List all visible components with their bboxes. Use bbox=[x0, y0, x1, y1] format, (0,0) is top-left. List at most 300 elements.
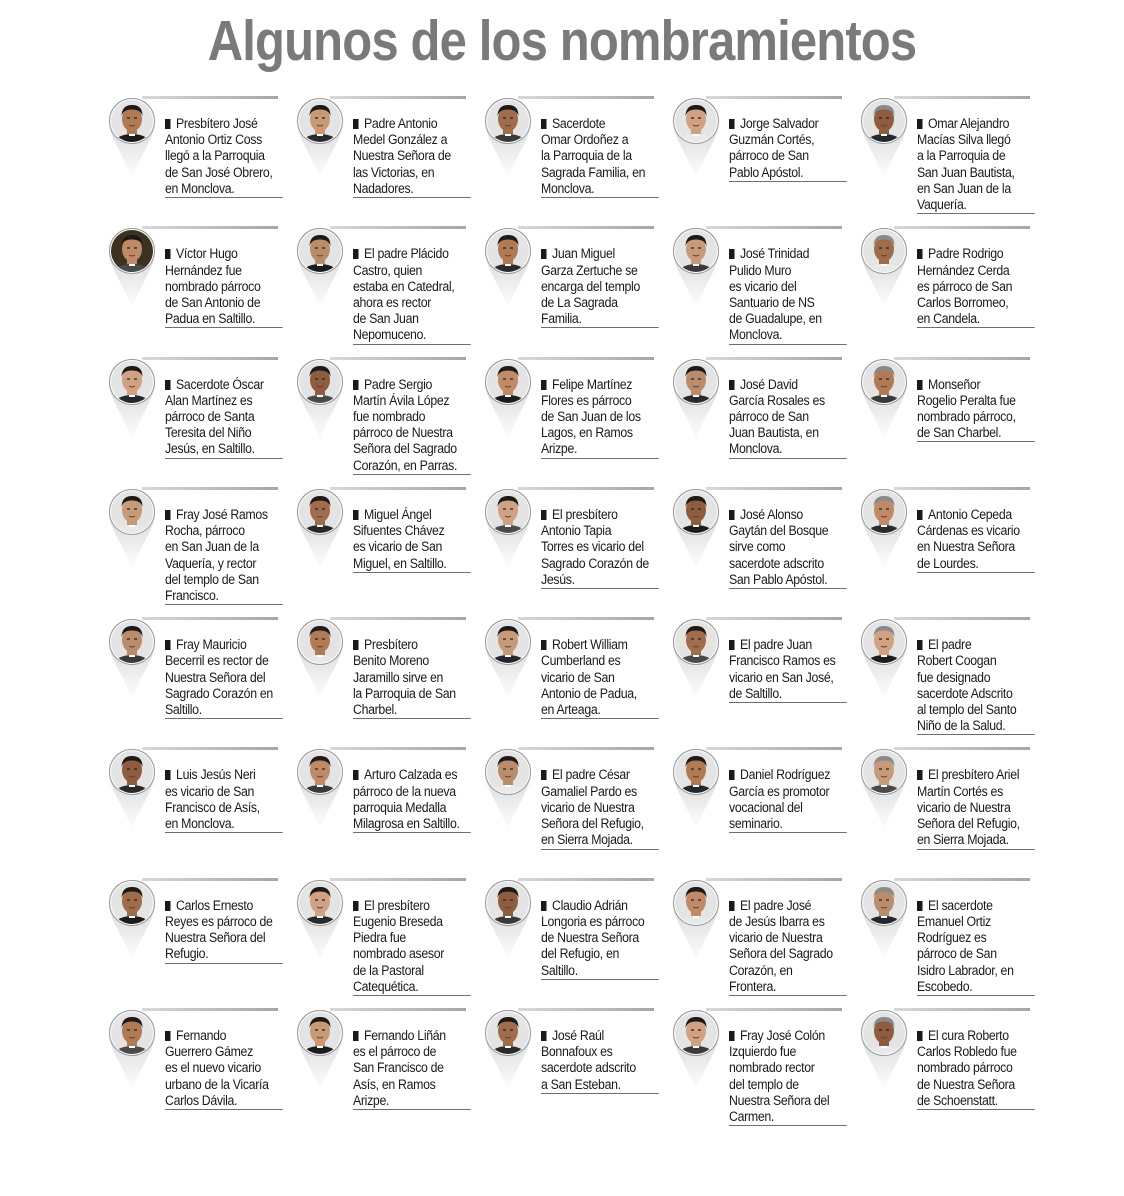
appointment-text-line bbox=[165, 393, 283, 409]
appointment-text-line bbox=[729, 800, 847, 816]
line-text: encarga del templo bbox=[541, 278, 640, 294]
line-text: la Parroquia de San bbox=[353, 685, 456, 701]
line-text: de Guadalupe, en bbox=[729, 311, 822, 327]
card-top-rule bbox=[706, 226, 842, 229]
appointment-text-line bbox=[729, 686, 847, 703]
appointment-text bbox=[541, 246, 659, 328]
appointment-text bbox=[541, 637, 659, 719]
appointment-text-line bbox=[165, 767, 283, 783]
appointment-text bbox=[917, 116, 1035, 214]
line-text: Vaquería. bbox=[917, 197, 967, 213]
appointment-card bbox=[672, 878, 860, 1008]
appointment-text bbox=[917, 767, 1035, 849]
appointment-text bbox=[729, 507, 847, 589]
appointment-text-line bbox=[729, 132, 847, 148]
appointment-text-line bbox=[729, 165, 847, 182]
line-text: José Alonso bbox=[740, 506, 803, 522]
line-text: párroco de Nuestra bbox=[353, 425, 453, 441]
appointment-text-line bbox=[917, 425, 1035, 442]
line-text: Sacerdote bbox=[552, 116, 606, 131]
appointment-card bbox=[860, 487, 1048, 617]
line-text: El padre César bbox=[552, 767, 630, 783]
map-pin-photo bbox=[296, 97, 346, 181]
appointment-text-line bbox=[353, 507, 471, 523]
line-text: Monseñor bbox=[928, 376, 981, 392]
line-text: Corazón, en Parras. bbox=[353, 457, 458, 473]
appointment-text bbox=[165, 1028, 283, 1110]
appointment-text-line bbox=[541, 963, 659, 980]
line-text: de San Antonio de bbox=[165, 294, 261, 310]
line-text: Vaquería, y rector bbox=[165, 555, 257, 571]
appointment-card bbox=[672, 96, 860, 226]
map-pin-photo bbox=[672, 879, 722, 963]
appointment-text-line bbox=[917, 718, 1035, 735]
line-text: Arizpe. bbox=[353, 1092, 390, 1108]
line-text: Guerrero Gámez bbox=[165, 1044, 253, 1060]
appointment-text-line bbox=[353, 898, 471, 914]
line-text: Refugio. bbox=[165, 946, 209, 962]
line-text: Señora del Sagrado bbox=[729, 946, 833, 962]
appointment-text-line bbox=[917, 979, 1035, 996]
appointment-card bbox=[296, 617, 484, 747]
bullet-marker-icon bbox=[353, 249, 359, 259]
line-text: Francisco de Asís, bbox=[165, 799, 260, 815]
card-top-rule bbox=[706, 487, 842, 490]
appointment-text-line bbox=[917, 800, 1035, 816]
bullet-marker-icon bbox=[353, 770, 359, 780]
appointment-text bbox=[917, 377, 1035, 443]
map-pin-photo bbox=[296, 1009, 346, 1093]
appointment-text-line bbox=[165, 1093, 283, 1110]
appointment-text-line bbox=[729, 979, 847, 996]
line-text: Macías Silva llegó bbox=[917, 132, 1011, 148]
appointment-text-line bbox=[917, 556, 1035, 573]
line-text: de San Juan bbox=[353, 311, 419, 327]
appointment-text-line bbox=[917, 279, 1035, 295]
line-text: Víctor Hugo bbox=[176, 246, 238, 262]
bullet-marker-icon bbox=[541, 770, 547, 780]
appointment-text bbox=[729, 767, 847, 833]
appointment-text-line bbox=[165, 295, 283, 311]
line-text: Jesús. bbox=[541, 571, 575, 587]
line-text: El cura Roberto bbox=[928, 1028, 1009, 1044]
appointment-text-line bbox=[729, 1077, 847, 1093]
line-text: Nuestra Señora del bbox=[165, 930, 266, 946]
appointment-card bbox=[672, 747, 860, 877]
map-pin-photo bbox=[108, 1009, 158, 1093]
bullet-marker-icon bbox=[729, 119, 735, 129]
appointment-text-line bbox=[917, 898, 1035, 914]
appointment-text-line bbox=[353, 279, 471, 295]
appointment-text bbox=[353, 246, 471, 344]
bullet-marker-icon bbox=[353, 640, 359, 650]
line-text: nombrado párroco bbox=[917, 1060, 1013, 1076]
appointment-text-line bbox=[353, 670, 471, 686]
line-text: párroco de la nueva bbox=[353, 783, 456, 799]
appointment-text-line bbox=[353, 148, 471, 164]
appointment-text-line bbox=[917, 1093, 1035, 1110]
line-text: Jaramillo sirve en bbox=[353, 669, 444, 685]
line-text: Bonnafoux es bbox=[541, 1044, 613, 1060]
card-top-rule bbox=[518, 878, 654, 881]
line-text: Padre Antonio bbox=[364, 116, 438, 131]
appointment-text-line bbox=[353, 686, 471, 702]
appointment-text-line bbox=[353, 963, 471, 979]
line-text: nombrado rector bbox=[729, 1060, 815, 1076]
appointment-text-line bbox=[353, 539, 471, 555]
appointment-text-line bbox=[917, 670, 1035, 686]
line-text: Antonio Ortiz Coss bbox=[165, 132, 262, 148]
appointment-text-line bbox=[353, 816, 471, 833]
card-top-rule bbox=[330, 357, 466, 360]
line-text: Flores es párroco bbox=[541, 392, 632, 408]
line-text: Señora del Sagrado bbox=[353, 441, 457, 457]
appointment-text-line bbox=[165, 1077, 283, 1093]
line-text: en Sierra Mojada. bbox=[917, 832, 1009, 848]
appointment-text-line bbox=[541, 507, 659, 523]
appointment-text-line bbox=[541, 784, 659, 800]
appointment-text bbox=[165, 767, 283, 833]
card-top-rule bbox=[894, 487, 1030, 490]
line-text: Miguel, en Saltillo. bbox=[353, 555, 447, 571]
map-pin-photo bbox=[484, 227, 534, 311]
map-pin-photo bbox=[484, 1009, 534, 1093]
map-pin-photo bbox=[672, 618, 722, 702]
appointment-text-line bbox=[165, 116, 283, 132]
appointment-card bbox=[672, 617, 860, 747]
line-text: en Nuestra Señora bbox=[917, 539, 1015, 555]
line-text: Rogelio Peralta fue bbox=[917, 392, 1016, 408]
map-pin-photo bbox=[296, 358, 346, 442]
line-text: en Monclova. bbox=[165, 180, 235, 196]
appointment-text-line bbox=[165, 702, 283, 719]
appointment-text-line bbox=[165, 930, 283, 946]
line-text: es el nuevo vicario bbox=[165, 1060, 261, 1076]
appointment-text-line bbox=[353, 458, 471, 475]
line-text: Antonio Cepeda bbox=[928, 506, 1012, 522]
line-text: Eugenio Breseda bbox=[353, 913, 443, 929]
appointment-text-line bbox=[165, 132, 283, 148]
line-text: Martín Cortés es bbox=[917, 783, 1003, 799]
appointment-text-line bbox=[541, 686, 659, 702]
appointment-text bbox=[353, 116, 471, 198]
appointment-card bbox=[484, 747, 672, 877]
line-text: Benito Moreno bbox=[353, 653, 429, 669]
appointment-card bbox=[672, 226, 860, 356]
appointment-text-line bbox=[353, 181, 471, 198]
card-top-rule bbox=[142, 357, 278, 360]
appointment-text-line bbox=[541, 1044, 659, 1060]
line-text: en Monclova. bbox=[165, 816, 235, 832]
bullet-marker-icon bbox=[541, 1031, 547, 1041]
appointment-text-line bbox=[165, 637, 283, 653]
appointment-text-line bbox=[165, 556, 283, 572]
appointment-card bbox=[860, 357, 1048, 487]
line-text: de San Juan de los bbox=[541, 409, 641, 424]
bullet-marker-icon bbox=[541, 380, 547, 390]
line-text: Luis Jesús Neri bbox=[176, 767, 256, 783]
appointment-text-line bbox=[917, 832, 1035, 849]
appointment-text-line bbox=[165, 686, 283, 702]
line-text: urbano de la Vicaría bbox=[165, 1076, 269, 1092]
appointment-text-line bbox=[917, 295, 1035, 311]
map-pin-photo bbox=[672, 227, 722, 311]
appointment-text bbox=[729, 637, 847, 703]
map-pin-photo bbox=[860, 618, 910, 702]
appointment-text-line bbox=[165, 670, 283, 686]
appointment-text-line bbox=[353, 637, 471, 653]
appointment-text bbox=[165, 246, 283, 328]
appointment-text-line bbox=[353, 1028, 471, 1044]
line-text: El padre bbox=[928, 637, 972, 653]
appointment-text-line bbox=[917, 539, 1035, 555]
line-text: de Saltillo. bbox=[729, 685, 782, 701]
map-pin-photo bbox=[108, 488, 158, 572]
appointment-text-line bbox=[917, 377, 1035, 393]
appointment-card bbox=[108, 747, 296, 877]
appointment-text bbox=[353, 507, 471, 573]
line-text: Carlos Ernesto bbox=[176, 897, 254, 913]
line-text: nombrado párroco, bbox=[917, 409, 1016, 424]
line-text: Corazón, en bbox=[729, 962, 793, 978]
line-text: Martín Ávila López bbox=[353, 392, 450, 408]
map-pin-photo bbox=[108, 618, 158, 702]
appointment-text-line bbox=[729, 637, 847, 653]
appointment-card bbox=[296, 747, 484, 877]
card-top-rule bbox=[518, 96, 654, 99]
line-text: El padre José bbox=[740, 897, 812, 913]
appointment-text-line bbox=[165, 816, 283, 833]
line-text: Jesús, en Saltillo. bbox=[165, 441, 255, 457]
card-top-rule bbox=[518, 226, 654, 229]
appointment-text-line bbox=[353, 1077, 471, 1093]
line-text: a San Esteban. bbox=[541, 1076, 621, 1092]
bullet-marker-icon bbox=[729, 1031, 735, 1041]
line-text: Pablo Apóstol. bbox=[729, 164, 804, 180]
card-top-rule bbox=[706, 747, 842, 750]
card-top-rule bbox=[142, 1008, 278, 1011]
line-text: Milagrosa en Saltillo. bbox=[353, 816, 460, 832]
line-text: Carlos Dávila. bbox=[165, 1092, 238, 1108]
line-text: del templo de bbox=[729, 1076, 799, 1092]
appointment-text-line bbox=[165, 898, 283, 914]
line-text: sacerdote adscrito bbox=[729, 555, 824, 571]
appointments-grid bbox=[108, 96, 1048, 1138]
appointment-text-line bbox=[541, 295, 659, 311]
appointment-text-line bbox=[541, 556, 659, 572]
bullet-marker-icon bbox=[353, 1031, 359, 1041]
line-text: Sacerdote Óscar bbox=[176, 376, 264, 392]
appointment-text bbox=[165, 898, 283, 964]
map-pin-photo bbox=[484, 97, 534, 181]
line-text: Saltillo. bbox=[541, 962, 578, 978]
line-text: vocacional del bbox=[729, 799, 803, 815]
line-text: Juan Bautista, en bbox=[729, 425, 819, 441]
appointment-text-line bbox=[729, 784, 847, 800]
line-text: Castro, quien bbox=[353, 262, 423, 278]
line-text: Piedra fue bbox=[353, 930, 406, 946]
appointment-text-line bbox=[165, 653, 283, 669]
appointment-text-line bbox=[165, 1060, 283, 1076]
appointment-text bbox=[917, 637, 1035, 735]
appointment-text-line bbox=[541, 702, 659, 719]
appointment-text-line bbox=[729, 898, 847, 914]
appointment-text-line bbox=[541, 1060, 659, 1076]
appointment-text-line bbox=[729, 441, 847, 458]
appointment-card bbox=[296, 487, 484, 617]
card-top-rule bbox=[518, 487, 654, 490]
appointment-text bbox=[541, 898, 659, 980]
appointment-text-line bbox=[729, 1060, 847, 1076]
line-text: Sagrado Corazón en bbox=[165, 685, 273, 701]
line-text: fue designado bbox=[917, 669, 991, 685]
card-top-rule bbox=[330, 747, 466, 750]
appointment-text-line bbox=[353, 800, 471, 816]
card-top-rule bbox=[706, 96, 842, 99]
line-text: Antonio de Padua, bbox=[541, 685, 637, 701]
appointment-text-line bbox=[729, 1109, 847, 1126]
appointment-text-line bbox=[353, 653, 471, 669]
line-text: Felipe Martínez bbox=[552, 376, 633, 392]
appointment-text-line bbox=[165, 311, 283, 328]
appointment-text-line bbox=[541, 1028, 659, 1044]
appointment-text-line bbox=[729, 295, 847, 311]
appointment-text-line bbox=[165, 946, 283, 963]
map-pin-photo bbox=[108, 748, 158, 832]
line-text: es vicario de San bbox=[165, 783, 255, 799]
appointment-text-line bbox=[541, 637, 659, 653]
card-top-rule bbox=[518, 747, 654, 750]
appointment-text bbox=[165, 507, 283, 605]
appointment-text-line bbox=[541, 393, 659, 409]
appointment-text-line bbox=[165, 1028, 283, 1044]
appointment-text-line bbox=[917, 165, 1035, 181]
appointment-text-line bbox=[917, 767, 1035, 783]
appointment-text-line bbox=[917, 1077, 1035, 1093]
card-top-rule bbox=[706, 617, 842, 620]
line-text: es vicario del bbox=[729, 278, 797, 294]
appointment-text-line bbox=[917, 1044, 1035, 1060]
card-top-rule bbox=[894, 617, 1030, 620]
map-pin-photo bbox=[484, 748, 534, 832]
bullet-marker-icon bbox=[729, 770, 735, 780]
appointment-card bbox=[860, 1008, 1048, 1138]
appointment-text-line bbox=[165, 246, 283, 262]
line-text: Familia. bbox=[541, 311, 582, 327]
line-text: nombrado párroco bbox=[165, 278, 261, 294]
appointment-text-line bbox=[353, 441, 471, 457]
appointment-text-line bbox=[165, 1044, 283, 1060]
appointment-text-line bbox=[541, 930, 659, 946]
appointment-text-line bbox=[541, 800, 659, 816]
map-pin-photo bbox=[296, 748, 346, 832]
line-text: Fray Mauricio bbox=[176, 637, 247, 653]
line-text: de Lourdes. bbox=[917, 555, 979, 571]
appointment-text-line bbox=[541, 181, 659, 198]
appointment-text-line bbox=[165, 523, 283, 539]
line-text: nombrado asesor bbox=[353, 946, 445, 962]
appointment-text bbox=[353, 377, 471, 475]
appointment-text-line bbox=[729, 1093, 847, 1109]
appointment-text-line bbox=[729, 556, 847, 572]
appointment-text-line bbox=[353, 1060, 471, 1076]
appointment-text-line bbox=[165, 800, 283, 816]
line-text: parroquia Medalla bbox=[353, 799, 447, 815]
appointment-text-line bbox=[541, 311, 659, 328]
appointment-text-line bbox=[541, 279, 659, 295]
appointment-card bbox=[484, 1008, 672, 1138]
appointment-card bbox=[108, 1008, 296, 1138]
map-pin-photo bbox=[672, 97, 722, 181]
appointment-card bbox=[296, 1008, 484, 1138]
appointment-text-line bbox=[917, 1060, 1035, 1076]
map-pin-photo bbox=[108, 227, 158, 311]
appointment-text-line bbox=[353, 263, 471, 279]
card-top-rule bbox=[706, 878, 842, 881]
appointment-text-line bbox=[729, 327, 847, 344]
line-text: párroco de Santa bbox=[165, 409, 255, 424]
appointment-text bbox=[165, 116, 283, 198]
appointment-text-line bbox=[917, 914, 1035, 930]
appointment-text-line bbox=[541, 441, 659, 458]
appointment-text-line bbox=[353, 1044, 471, 1060]
card-top-rule bbox=[142, 96, 278, 99]
line-text: Pulido Muro bbox=[729, 262, 792, 278]
appointment-card bbox=[484, 226, 672, 356]
appointment-text bbox=[541, 507, 659, 589]
line-text: Omar Ordoñez a bbox=[541, 132, 629, 148]
appointment-text-line bbox=[729, 279, 847, 295]
appointment-text-line bbox=[729, 409, 847, 425]
map-pin-photo bbox=[672, 748, 722, 832]
line-text: Nadadores. bbox=[353, 180, 414, 196]
line-text: Izquierdo fue bbox=[729, 1044, 797, 1060]
appointment-text-line bbox=[353, 327, 471, 344]
appointment-text-line bbox=[353, 1093, 471, 1110]
card-top-rule bbox=[142, 617, 278, 620]
card-top-rule bbox=[894, 1008, 1030, 1011]
appointment-text-line bbox=[353, 979, 471, 996]
line-text: Padre Sergio bbox=[364, 376, 433, 392]
bullet-marker-icon bbox=[729, 380, 735, 390]
appointment-text-line bbox=[541, 898, 659, 914]
line-text: Robert Coogan bbox=[917, 653, 997, 669]
line-text: vicario de Nuestra bbox=[541, 799, 635, 815]
line-text: Francisco Ramos es bbox=[729, 653, 836, 669]
card-top-rule bbox=[330, 878, 466, 881]
bullet-marker-icon bbox=[541, 249, 547, 259]
line-text: Sifuentes Chávez bbox=[353, 523, 445, 539]
appointment-text bbox=[541, 116, 659, 198]
appointment-text-line bbox=[165, 588, 283, 605]
line-text: vicario de Nuestra bbox=[729, 930, 823, 946]
appointment-text bbox=[729, 898, 847, 996]
map-pin-photo bbox=[860, 1009, 910, 1093]
appointment-text-line bbox=[729, 539, 847, 555]
appointment-text-line bbox=[729, 914, 847, 930]
appointment-card bbox=[296, 226, 484, 356]
line-text: párroco de San bbox=[729, 148, 809, 164]
line-text: es vicario de San bbox=[353, 539, 443, 555]
appointment-text-line bbox=[165, 165, 283, 181]
appointment-text-line bbox=[541, 132, 659, 148]
appointment-text-line bbox=[541, 377, 659, 393]
bullet-marker-icon bbox=[729, 640, 735, 650]
appointment-text-line bbox=[353, 132, 471, 148]
line-text: Padua en Saltillo. bbox=[165, 311, 256, 327]
line-text: Juan Miguel bbox=[552, 246, 615, 262]
line-text: vicario de San bbox=[541, 669, 615, 685]
